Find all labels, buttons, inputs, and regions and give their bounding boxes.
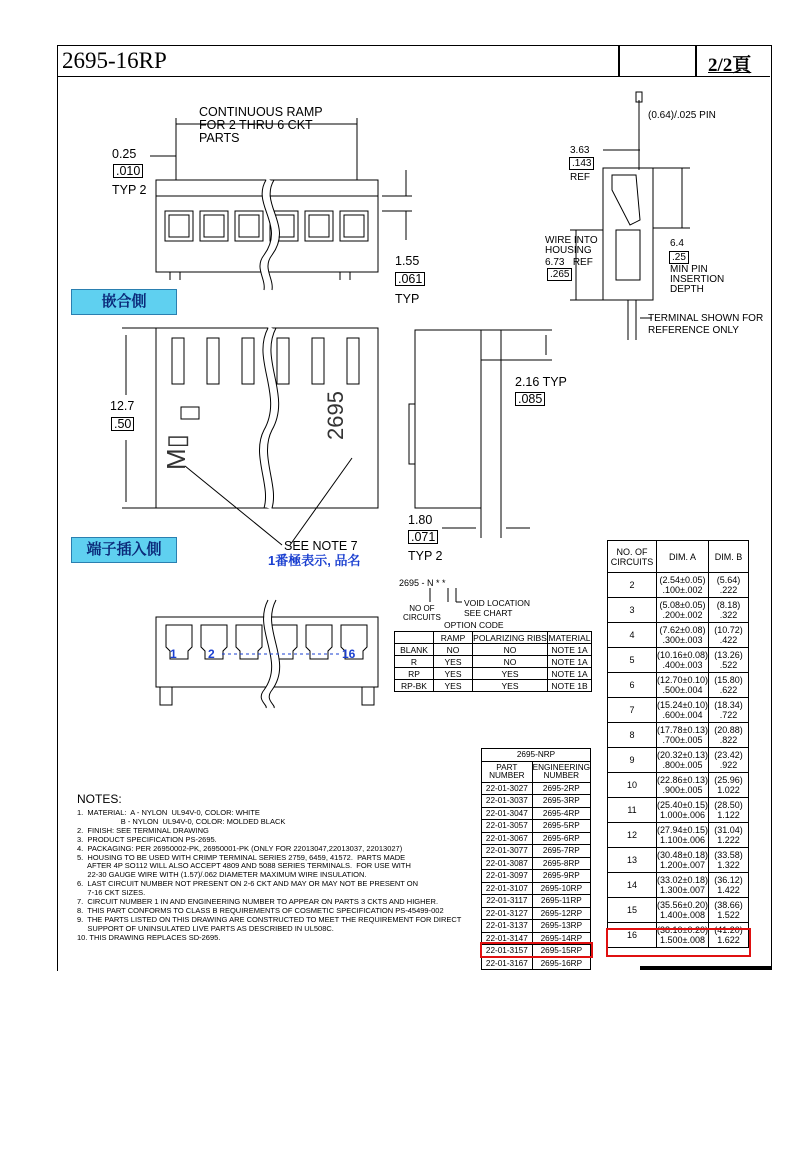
dim-inch: 1.100±.006 — [660, 835, 705, 845]
table-row — [608, 798, 749, 823]
dim-ref: REF — [572, 257, 593, 268]
table-cell: 2695-5RP — [532, 820, 590, 833]
dim-b-cell — [708, 748, 748, 773]
table-cell: YES — [434, 680, 473, 692]
dim-b-cell — [708, 698, 748, 723]
dim-label: TYP 2 — [408, 549, 443, 563]
table-row — [482, 870, 591, 883]
dim-inch: 1.022 — [717, 785, 740, 795]
dim-inch: 1.122 — [717, 810, 740, 820]
table-row — [482, 857, 591, 870]
note-line: 7. CIRCUIT NUMBER 1 IN AND ENGINEERING NUMBER TO APPEAR ON PARTS 3 CKTS AND HIGHER. — [77, 897, 439, 907]
table-cell: 2695-12RP — [532, 907, 590, 920]
dim-label: .50 — [111, 417, 134, 431]
table-cell: RP-BK — [395, 680, 434, 692]
pin-number: 1 — [170, 647, 177, 661]
terminal-note — [648, 313, 763, 337]
table-cell: NOTE 1A — [548, 668, 592, 680]
dim-metric: (38.66) — [714, 900, 743, 910]
dim-metric: (31.04) — [714, 825, 743, 835]
dim-metric: (18.34) — [714, 700, 743, 710]
dim-metric: (10.72) — [714, 625, 743, 635]
dim-inch: .322 — [719, 610, 738, 620]
table-cell: 2695-11RP — [532, 895, 590, 908]
dim-inch: .522 — [719, 660, 738, 670]
table-cell: 2695-15RP — [532, 945, 590, 958]
table-cell: MATERIAL — [548, 632, 591, 643]
dim-label: 1.80 — [408, 513, 433, 527]
table-row — [608, 898, 749, 923]
dim-inch: 1.400±.008 — [660, 910, 705, 920]
min-pin-line: INSERTION — [670, 274, 725, 285]
circuit-count: 3 — [608, 598, 657, 623]
dim-a-cell — [657, 823, 709, 848]
side-view — [409, 330, 552, 538]
table-cell: 22-01-3037 — [482, 795, 533, 808]
dim-inch: .622 — [719, 685, 738, 695]
dim-metric: (13.26) — [714, 650, 743, 660]
dim-inch: .722 — [719, 710, 738, 720]
table-cell: NOTE 1B — [548, 680, 592, 692]
dim-label: REF — [570, 172, 590, 183]
circuit-count: 4 — [608, 623, 657, 648]
dim-label: .010 — [113, 164, 143, 178]
circuit-count: 13 — [608, 848, 657, 873]
note-line: 22-30 GAUGE WIRE WITH (1.57)/.062 DIAMETER MAXIMUM WIRE INSULATION. — [77, 870, 367, 880]
table-cell: RAMP — [434, 632, 473, 644]
note-line: 10. THIS DRAWING REPLACES SD-2695. — [77, 932, 221, 942]
table-cell: 2695-8RP — [532, 857, 590, 870]
circuit-count: 6 — [608, 673, 657, 698]
dim-metric: (38.10±0.20) — [657, 925, 708, 935]
dim-metric: (20.32±0.13) — [657, 750, 708, 760]
notes-title: NOTES: — [77, 792, 122, 806]
dim-b-cell — [708, 798, 748, 823]
table-cell: 22-01-3057 — [482, 820, 533, 833]
dim-metric: (20.88) — [714, 725, 743, 735]
dim-inch: 1.622 — [717, 935, 740, 945]
table-header: PART NUMBER — [482, 761, 533, 782]
circuit-count: 7 — [608, 698, 657, 723]
table-row — [482, 795, 591, 808]
table-cell: 22-01-3097 — [482, 870, 533, 883]
table-row — [608, 623, 749, 648]
circuit-count: 8 — [608, 723, 657, 748]
table-row — [608, 723, 749, 748]
dim-metric: (15.80) — [714, 675, 743, 685]
circuit-count: 15 — [608, 898, 657, 923]
molex-logo-icon: M▯ — [161, 434, 191, 470]
table-row — [608, 748, 749, 773]
circuit-count: 11 — [608, 798, 657, 823]
table-cell: 2695-16RP — [532, 957, 590, 970]
note-line: 6. LAST CIRCUIT NUMBER NOT PRESENT ON 2-6 CKT AND MAY OR MAY NOT BE PRESENT ON — [77, 879, 419, 889]
table-row — [395, 656, 592, 668]
dim-metric: (22.86±0.13) — [657, 775, 708, 785]
dim-b-cell — [708, 873, 748, 898]
dim-label: 0.25 — [112, 147, 137, 161]
dim-label: TYP 2 — [112, 183, 147, 197]
dim-b-cell — [708, 573, 748, 598]
dim-inch: .822 — [719, 735, 738, 745]
table-cell: NO — [473, 656, 548, 668]
dim-metric: (28.50) — [714, 800, 743, 810]
dim-inch: 1.000±.006 — [660, 810, 705, 820]
dim-metric: (27.94±0.15) — [657, 825, 708, 835]
circuit-count: 10 — [608, 773, 657, 798]
option-code: 2695 - N * * — [399, 578, 446, 588]
dim-inch: 1.222 — [717, 835, 740, 845]
table-row — [608, 873, 749, 898]
dim-value: 6.73 — [545, 257, 565, 268]
table-row — [608, 848, 749, 873]
dim-metric: (5.08±0.05) — [659, 600, 706, 610]
no-of-circuits-label — [403, 604, 441, 622]
dim-metric: (17.78±0.13) — [657, 725, 708, 735]
dim-b-cell — [708, 673, 748, 698]
dim-a-cell — [657, 698, 709, 723]
dim-a-cell — [657, 848, 709, 873]
circuit-count: 9 — [608, 748, 657, 773]
circuit-count: 2 — [608, 573, 657, 598]
dim-label — [545, 257, 593, 268]
dim-metric: (35.56±0.20) — [657, 900, 708, 910]
dim-inch: .500±.004 — [662, 685, 703, 695]
min-pin-line: DEPTH — [670, 284, 704, 295]
table-header: DIM. B — [708, 541, 748, 573]
dim-metric: (8.18) — [716, 600, 741, 610]
table-row — [608, 541, 749, 573]
dim-label: .061 — [395, 272, 425, 286]
table-row — [482, 895, 591, 908]
note-line: 5. HOUSING TO BE USED WITH CRIMP TERMINAL SERIES 2759, 6459, 41572. PARTS MADE — [77, 852, 406, 862]
dim-metric: (5.64) — [716, 575, 741, 585]
void-location-line: SEE CHART — [464, 608, 513, 618]
table-cell: 22-01-3167 — [482, 957, 533, 970]
no-of-circuits-line: CIRCUITS — [403, 613, 441, 622]
dim-inch: .100±.002 — [662, 585, 703, 595]
wire-into-line: WIRE INTO — [545, 235, 598, 246]
dim-b-cell — [708, 898, 748, 923]
terminal-note-line: TERMINAL SHOWN FOR — [648, 313, 764, 324]
ramp-note — [199, 106, 323, 145]
part-number-table — [481, 748, 591, 970]
table-row — [608, 573, 749, 598]
table-cell: 2695-2RP — [532, 782, 590, 795]
dim-inch: .200±.002 — [662, 610, 703, 620]
table-cell: NOTE 1A — [548, 644, 592, 656]
table-cell: 2695-13RP — [532, 920, 590, 933]
dim-label: .143 — [569, 157, 594, 170]
table-cell: 2695-10RP — [532, 882, 590, 895]
dim-a-cell — [657, 898, 709, 923]
dim-inch: .422 — [719, 635, 738, 645]
table-cell: 22-01-3137 — [482, 920, 533, 933]
table-cell: NOTE 1A — [548, 656, 592, 668]
note-line: 4. PACKAGING: PER 26950002-PK, 26950001-PK (ONLY FOR 22013047,22013037, 22013027) — [77, 843, 403, 853]
page-number: 2/2頁 — [708, 55, 752, 76]
table-row — [482, 882, 591, 895]
dim-inch: .700±.005 — [662, 735, 703, 745]
note-line: SUPPORT OF UNINSULATED LIVE PARTS AS DESCRIBED IN UL508C. — [77, 923, 334, 933]
drawing-title: 2695-16RP — [62, 48, 167, 73]
table-row — [482, 820, 591, 833]
min-pin-label — [670, 265, 724, 295]
dim-metric: (33.58) — [714, 850, 743, 860]
dim-label: 12.7 — [110, 399, 135, 413]
void-location-line: VOID LOCATION — [464, 598, 530, 608]
dim-label: .25 — [669, 251, 689, 264]
dim-b-cell — [708, 623, 748, 648]
dim-label: 1.55 — [395, 254, 420, 268]
dim-label: 3.63 — [570, 145, 590, 156]
dim-a-cell — [657, 873, 709, 898]
dim-inch: .800±.005 — [662, 760, 703, 770]
circuit-count: 14 — [608, 873, 657, 898]
dim-label: TYP — [395, 292, 420, 306]
table-row — [482, 749, 591, 762]
table-cell: YES — [434, 656, 473, 668]
note-line: 7-16 CKT SIZES. — [77, 888, 146, 898]
notes-list — [77, 809, 477, 943]
table-cell: NO — [473, 644, 548, 656]
dim-label: .071 — [408, 530, 438, 544]
table-cell: 2695-9RP — [532, 870, 590, 883]
dim-metric: (23.42) — [714, 750, 743, 760]
table-row — [608, 673, 749, 698]
table-row — [482, 907, 591, 920]
note-line: 3. PRODUCT SPECIFICATION PS-2695. — [77, 834, 217, 844]
table-row — [482, 807, 591, 820]
dim-b-cell — [708, 848, 748, 873]
table-row — [482, 845, 591, 858]
table-row — [608, 823, 749, 848]
wire-into-line: HOUSING — [545, 245, 592, 256]
selected-part-highlight — [480, 942, 593, 958]
table-cell: 2695-3RP — [532, 795, 590, 808]
dim-metric: (30.48±0.18) — [657, 850, 708, 860]
circuit-count: 16 — [608, 923, 657, 948]
dim-inch: 1.200±.007 — [660, 860, 705, 870]
table-cell: YES — [473, 680, 548, 692]
table-cell: 22-01-3107 — [482, 882, 533, 895]
dim-inch: .600±.004 — [662, 710, 703, 720]
dim-b-cell — [708, 723, 748, 748]
table-cell: 22-01-3077 — [482, 845, 533, 858]
dim-inch: .922 — [719, 760, 738, 770]
dim-b-cell — [708, 823, 748, 848]
table-cell — [395, 632, 434, 644]
pin-number: 16 — [342, 647, 356, 661]
table-cell: RP — [395, 668, 434, 680]
mating-side-tag: 嵌合側 — [71, 289, 177, 315]
table-row — [482, 957, 591, 970]
table-cell: 22-01-3157 — [482, 945, 533, 958]
dim-a-cell — [657, 573, 709, 598]
table-header: ENGINEERING NUMBER — [532, 761, 590, 782]
table-row — [482, 782, 591, 795]
table-row — [395, 680, 592, 692]
dim-metric: (12.70±0.10) — [657, 675, 708, 685]
circuit-count: 5 — [608, 648, 657, 673]
table-cell: POLARIZING RIBS — [473, 632, 547, 643]
table-row — [608, 773, 749, 798]
table-cell: 22-01-3067 — [482, 832, 533, 845]
table-row — [482, 920, 591, 933]
option-code-leaders — [430, 588, 462, 602]
dim-metric: (25.40±0.15) — [657, 800, 708, 810]
dim-metric: (33.02±0.18) — [657, 875, 708, 885]
table-cell: 2695-6RP — [532, 832, 590, 845]
table-cell: 2695-4RP — [532, 807, 590, 820]
table-cell: 22-01-3147 — [482, 932, 533, 945]
dim-inch: .900±.005 — [662, 785, 703, 795]
circuit-count: 12 — [608, 823, 657, 848]
table-row — [395, 668, 592, 680]
pin-number: 2 — [208, 647, 215, 661]
table-cell: NO — [434, 644, 473, 656]
dim-inch: .400±.003 — [662, 660, 703, 670]
dim-a-cell — [657, 648, 709, 673]
table-row — [395, 644, 592, 656]
table-cell: 22-01-3117 — [482, 895, 533, 908]
table-cell: 22-01-3047 — [482, 807, 533, 820]
note-line: B - NYLON UL94V-0, COLOR: MOLDED BLACK — [77, 816, 286, 826]
dim-metric: (36.12) — [714, 875, 743, 885]
table-cell: 2695-14RP — [532, 932, 590, 945]
dim-a-cell — [657, 748, 709, 773]
terminal-note-line: REFERENCE ONLY — [648, 325, 739, 336]
table-cell: R — [395, 656, 434, 668]
option-code-table — [394, 631, 592, 692]
void-location-label — [464, 598, 530, 618]
table-cell: BLANK — [395, 644, 434, 656]
ramp-note-line: PARTS — [199, 131, 240, 145]
dim-metric: (15.24±0.10) — [657, 700, 708, 710]
note-line: 2. FINISH: SEE TERMINAL DRAWING — [77, 825, 209, 835]
dim-metric: (41.20) — [714, 925, 743, 935]
see-note: SEE NOTE 7 — [284, 539, 358, 553]
dim-inch: 1.300±.007 — [660, 885, 705, 895]
dim-label: 2.16 TYP — [515, 375, 567, 389]
wire-into-label — [545, 236, 598, 256]
terminal-side-tag: 端子插入側 — [71, 537, 177, 563]
dim-b-cell — [708, 648, 748, 673]
table-header: NO. OF CIRCUITS — [608, 541, 657, 573]
dim-inch: .300±.003 — [662, 635, 703, 645]
selected-row-highlight — [606, 928, 751, 957]
option-code-title: OPTION CODE — [444, 620, 504, 630]
terminal-section-view — [570, 92, 690, 340]
table-row — [608, 598, 749, 623]
table-row — [608, 648, 749, 673]
table-cell: 22-01-3087 — [482, 857, 533, 870]
note-line: 1. MATERIAL: A - NYLON UL94V-0, COLOR: WHITE — [77, 808, 260, 817]
table-cell: YES — [473, 668, 548, 680]
dim-a-cell — [657, 723, 709, 748]
dim-a-cell — [657, 798, 709, 823]
dim-metric: (7.62±0.08) — [659, 625, 706, 635]
dim-a-cell — [657, 673, 709, 698]
part-marking: 2695 — [323, 391, 348, 440]
dimension-table — [607, 540, 749, 948]
dim-inch: .222 — [719, 585, 738, 595]
table-title: 2695-NRP — [482, 749, 591, 762]
note-line: AFTER 4P SO112 WILL ALSO ACCEPT 4809 AND 5088 SERIES TERMINALS. FOR USE WITH — [77, 861, 411, 871]
dim-label: .085 — [515, 392, 545, 406]
dim-b-cell — [708, 773, 748, 798]
dim-inch: 1.322 — [717, 860, 740, 870]
table-row — [395, 632, 592, 644]
dim-inch: 1.422 — [717, 885, 740, 895]
dim-b-cell — [708, 598, 748, 623]
ramp-note-line: CONTINUOUS RAMP — [199, 105, 323, 119]
note-line: 9. THE PARTS LISTED ON THIS DRAWING ARE CONSTRUCTED TO MEET THE REQUIREMENT FOR DIRECT — [77, 914, 462, 924]
table-row — [482, 761, 591, 782]
dim-metric: (2.54±0.05) — [659, 575, 706, 585]
pin-label: (0.64)/.025 PIN — [648, 110, 716, 121]
no-of-circuits-line: NO OF — [409, 604, 435, 613]
table-cell: 2695-7RP — [532, 845, 590, 858]
dim-inch: 1.522 — [717, 910, 740, 920]
dim-inch: 1.500±.008 — [660, 935, 705, 945]
dim-a-cell — [657, 773, 709, 798]
ramp-note-line: FOR 2 THRU 6 CKT — [199, 118, 313, 132]
min-pin-line: MIN PIN — [670, 264, 708, 275]
table-cell: 22-01-3027 — [482, 782, 533, 795]
dim-metric: (25.96) — [714, 775, 743, 785]
dim-a-cell — [657, 598, 709, 623]
table-cell: YES — [434, 668, 473, 680]
dim-a-cell — [657, 623, 709, 648]
dim-label: 6.4 — [670, 238, 684, 249]
dim-metric: (10.16±0.08) — [657, 650, 708, 660]
note-line: 8. THIS PART CONFORMS TO CLASS B REQUIREMENTS OF COSMETIC SPECIFICATION PS-45499-002 — [77, 905, 444, 915]
table-row — [608, 698, 749, 723]
dim-label: .265 — [547, 268, 572, 281]
table-row — [482, 832, 591, 845]
table-header: DIM. A — [657, 541, 709, 573]
table-cell: 22-01-3127 — [482, 907, 533, 920]
pin1-note: 1番極表示, 品名 — [268, 553, 361, 568]
